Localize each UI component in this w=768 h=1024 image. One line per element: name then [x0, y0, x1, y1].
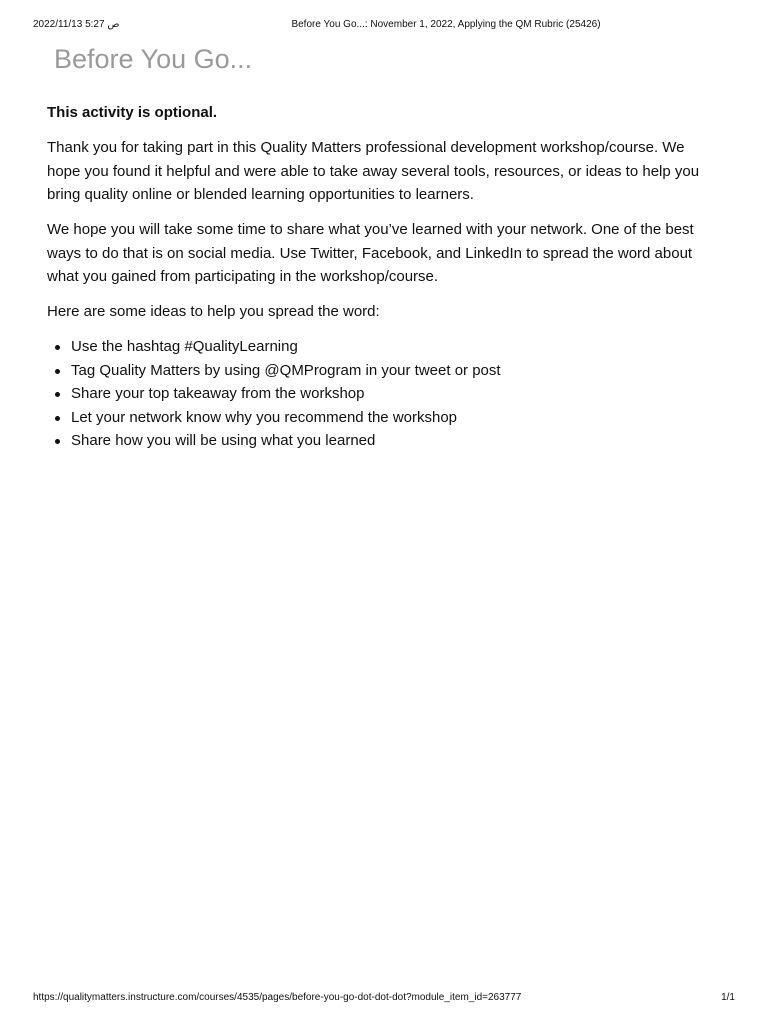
- list-item-text: Share how you will be using what you learned: [71, 432, 376, 449]
- share-paragraph: We hope you will take some time to share what you’ve learned with your network. One of the best ways to do that is on social media. Use Twitter, Facebook, and LinkedIn to spread the word about what you gained from participating in the workshop/course.: [47, 221, 694, 285]
- print-page-count: 1/1: [721, 992, 735, 1003]
- thank-you-paragraph: Thank you for taking part in this Quality Matters professional development workshop/course. We hope you found it helpful and were able to take away several tools, resources, or ideas to help you bring quality online or blended learning opportunities to learners.: [47, 139, 700, 203]
- print-header: [0, 18, 768, 32]
- print-url: https://qualitymatters.instructure.com/courses/4535/pages/before-you-go-dot-dot-dot?module_item_id=263777: [33, 992, 522, 1003]
- list-item: [71, 406, 717, 430]
- list-item-text: Share your top takeaway from the workshop: [71, 385, 365, 402]
- bullet-icon: [55, 392, 60, 397]
- list-item-text: Use the hashtag #QualityLearning: [71, 338, 298, 355]
- list-item-text: Let your network know why you recommend the workshop: [71, 408, 458, 426]
- list-item: [71, 429, 717, 453]
- list-item: [71, 359, 717, 383]
- list-item-text: Tag Quality Matters by using @QMProgram in your tweet or post: [71, 361, 501, 379]
- page-content: [47, 101, 717, 453]
- bullet-icon: [55, 439, 60, 444]
- bullet-icon: [55, 369, 60, 374]
- print-footer: [0, 991, 768, 1005]
- list-item: [71, 382, 717, 406]
- bullet-icon: [55, 416, 60, 421]
- bullet-icon: [55, 345, 60, 350]
- optional-note: This activity is optional.: [47, 104, 218, 121]
- ideas-list: [47, 335, 717, 453]
- ideas-intro-paragraph: Here are some ideas to help you spread the word:: [47, 303, 380, 320]
- print-datetime: 2022/11/13 5:27 ص: [33, 19, 120, 30]
- list-item: [71, 335, 717, 359]
- page-title: Before You Go...: [54, 44, 253, 74]
- print-document-title: Before You Go...: November 1, 2022, Applying the QM Rubric (25426): [291, 19, 601, 30]
